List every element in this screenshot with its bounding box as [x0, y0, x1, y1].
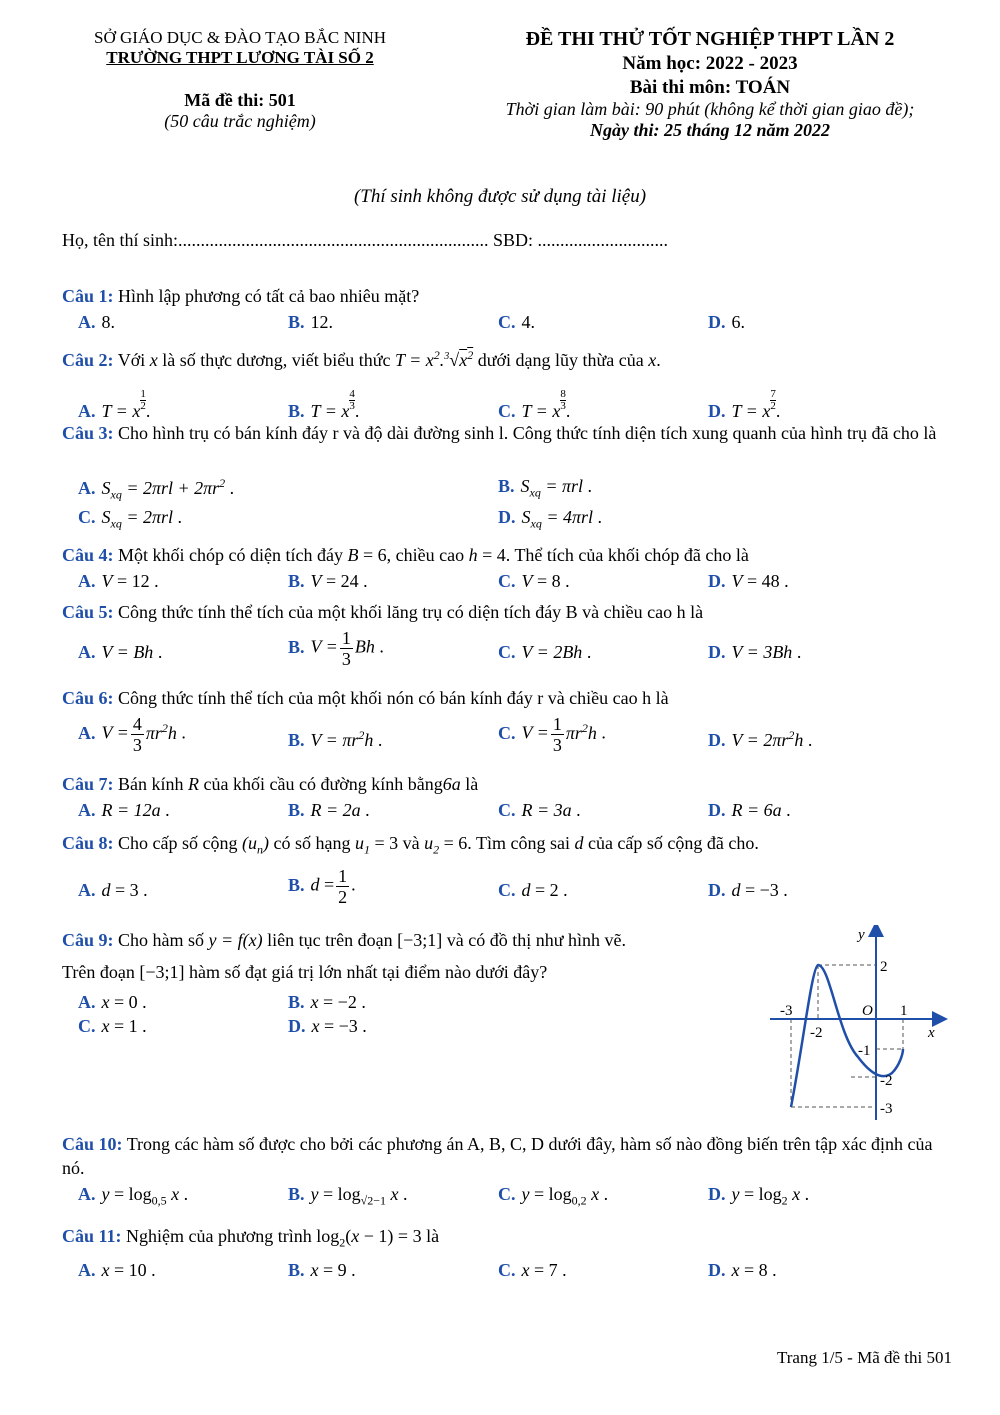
question-3 [62, 421, 952, 445]
q8-option-d[interactable]: D. d = −3 . [708, 880, 788, 900]
q3-label: Câu 3: [62, 423, 114, 443]
q6-label: Câu 6: [62, 688, 114, 708]
school-name: TRƯỜNG THPT LƯƠNG TÀI SỐ 2 [106, 48, 374, 67]
exam-time: Thời gian làm bài: 90 phút (không kể thời gian giao đề); [505, 99, 915, 119]
q8-label: Câu 8: [62, 833, 114, 853]
question-5 [62, 600, 952, 624]
question-11: Câu 11: Nghiệm của phương trình $\log_2(x - 1) = 3$ là [62, 1226, 440, 1250]
question-8: Câu 8: Cho cấp số cộng $(u_n)$ có số hạng $u_1 = 3$ và $u_2 = 6$. Tìm công sai d của cấp số cộng đã cho. [62, 833, 759, 857]
question-1 [62, 284, 952, 308]
q1-text: Hình lập phương có tất cả bao nhiêu mặt? [113, 286, 420, 306]
q11-option-b[interactable]: B. x = 9 . [288, 1260, 356, 1280]
q2-options [78, 383, 958, 419]
q11-option-c[interactable]: C. x = 7 . [498, 1260, 567, 1280]
tick-minus2-y: -2 [880, 1073, 893, 1089]
q3-option-d[interactable]: D. $S_{xq} = 4\pi rl$ . [498, 507, 602, 531]
question-count: (50 câu trắc nghiệm) [164, 111, 316, 131]
q11-option-d[interactable]: D. x = 8 . [708, 1260, 777, 1280]
subject: Bài thi môn: TOÁN [629, 77, 791, 98]
question-7: Câu 7: Bán kính R của khối cầu có đường kính bằng6a là [62, 774, 479, 794]
q2-option-c[interactable]: C. T = x $\frac{8}{3}$ . [498, 388, 571, 421]
q10-option-c[interactable]: C. $y = \log_{0,2} x$ . [498, 1184, 609, 1208]
q6-option-a[interactable]: A. V = $\frac{4}{3}$ $\pi r^2h$ . [78, 714, 186, 755]
q8-option-b[interactable]: B. d = $\frac{1}{2}$ . [288, 866, 356, 907]
q10-text: Trong các hàm số được cho bởi các phương án A, B, C, D dưới đây, hàm số nào đồng biến trên tập xác định của nó. [62, 1134, 933, 1178]
question-9-line2: Trên đoạn [−3;1] hàm số đạt giá trị lớn nhất tại điểm nào dưới đây? [62, 962, 548, 982]
q4-option-d[interactable]: D. V = 48 . [708, 571, 789, 591]
y-axis-label: y [858, 927, 865, 943]
q5-option-b[interactable]: B. V = $\frac{1}{3}$ Bh . [288, 628, 384, 669]
x-axis-label: x [928, 1025, 935, 1041]
q4-label: Câu 4: [62, 545, 114, 565]
q3-text: Cho hình trụ có bán kính đáy r và độ dài đường sinh l. Công thức tính diện tích xung quanh của hình trụ đã cho là [113, 423, 937, 443]
question-2: Câu 2: Với x là số thực dương, viết biểu thức $T = x^2.^3√x^2$ dưới dạng lũy thừa của x. [62, 348, 661, 370]
tick-minus2-x: -2 [810, 1025, 823, 1041]
q2-option-d[interactable]: D. T = x $\frac{7}{2}$ . [708, 388, 781, 421]
q3-options-row2 [78, 507, 958, 537]
q7-option-b[interactable]: B. R = 2a . [288, 800, 370, 820]
q1-options [78, 312, 958, 342]
question-6 [62, 686, 952, 710]
q6-text: Công thức tính thể tích của một khối nón có bán kính đáy r và chiều cao h là [113, 688, 669, 708]
q1-option-d[interactable]: D. 6. [708, 312, 745, 332]
q1-label: Câu 1: [62, 286, 114, 306]
q9-option-c[interactable]: C. x = 1 . [78, 1016, 147, 1036]
q3-option-b[interactable]: B. $S_{xq} = \pi rl$ . [498, 476, 593, 500]
page-footer: Trang 1/5 - Mã đề thi 501 [776, 1348, 952, 1367]
q6-option-b[interactable]: B. $V = \pi r^2h$ . [288, 728, 383, 750]
question-9: Câu 9: Cho hàm số y = f(x) liên tục trên đoạn [−3;1] và có đồ thị như hình vẽ. [62, 930, 626, 950]
q10-option-b[interactable]: B. $y = \log_{√2-1} x$ . [288, 1184, 408, 1208]
tick-minus1: -1 [858, 1043, 871, 1059]
q11-option-a[interactable]: A. x = 10 . [78, 1260, 156, 1280]
q10-options [78, 1184, 958, 1214]
q4-option-b[interactable]: B. V = 24 . [288, 571, 368, 591]
q3-option-c[interactable]: C. $S_{xq} = 2\pi rl$ . [78, 507, 182, 531]
tick-minus3: -3 [780, 1003, 793, 1019]
q3-option-a[interactable]: A. $S_{xq} = 2\pi rl + 2\pi r^2$ . [78, 476, 235, 502]
q8-option-c[interactable]: C. d = 2 . [498, 880, 568, 900]
q6-options [78, 714, 958, 764]
function-graph [770, 925, 950, 1125]
q7-option-d[interactable]: D. R = 6a . [708, 800, 791, 820]
q9-label: Câu 9: [62, 930, 114, 950]
tick-1: 1 [900, 1003, 908, 1019]
q5-option-c[interactable]: C. V = 2Bh . [498, 642, 592, 662]
q9-option-a[interactable]: A. x = 0 . [78, 992, 147, 1012]
q2-option-a[interactable]: A. T = x $\frac{1}{2}$ . [78, 388, 151, 421]
q3-options-row1 [78, 476, 958, 506]
q5-text: Công thức tính thể tích của một khối lăng trụ có diện tích đáy B và chiều cao h là [113, 602, 704, 622]
q7-option-c[interactable]: C. R = 3a . [498, 800, 581, 820]
q10-option-a[interactable]: A. $y = \log_{0,5} x$ . [78, 1184, 189, 1208]
exam-title: ĐỀ THI THỬ TỐT NGHIỆP THPT LẦN 2 [525, 28, 895, 50]
q1-option-b[interactable]: B. 12. [288, 312, 334, 332]
q6-option-d[interactable]: D. $V = 2\pi r^2h$ . [708, 728, 813, 750]
tick-2: 2 [880, 959, 888, 975]
q1-option-a[interactable]: A. 8. [78, 312, 115, 332]
student-line: Họ, tên thí sinh:..................................................................... SBD: ............................. [62, 230, 669, 250]
school-year: Năm học: 2022 - 2023 [622, 53, 798, 74]
exam-code: Mã đề thi: 501 [184, 90, 296, 110]
q5-options [78, 628, 958, 678]
notice: (Thí sinh không được sử dụng tài liệu) [353, 186, 647, 207]
q5-option-a[interactable]: A. V = Bh . [78, 642, 163, 662]
header-right [440, 28, 980, 141]
q4-options [78, 571, 958, 601]
q5-label: Câu 5: [62, 602, 114, 622]
q4-option-c[interactable]: C. V = 8 . [498, 571, 570, 591]
q2-label: Câu 2: [62, 350, 114, 370]
q9-option-b[interactable]: B. x = −2 . [288, 992, 366, 1012]
q2-option-b[interactable]: B. T = x $\frac{4}{3}$ . [288, 388, 360, 421]
q7-label: Câu 7: [62, 774, 114, 794]
q10-label: Câu 10: [62, 1134, 123, 1154]
q4-option-a[interactable]: A. V = 12 . [78, 571, 159, 591]
q8-option-a[interactable]: A. d = 3 . [78, 880, 148, 900]
tick-minus3-y: -3 [880, 1101, 893, 1117]
question-10 [62, 1132, 952, 1180]
header-left [40, 28, 440, 132]
q2-expression: $T = x^2.^3√x^2$ [394, 348, 474, 370]
q11-options [78, 1260, 958, 1290]
q1-option-c[interactable]: C. 4. [498, 312, 535, 332]
q10-option-d[interactable]: D. $y = \log_2 x$ . [708, 1184, 810, 1208]
exam-date: Ngày thi: 25 tháng 12 năm 2022 [589, 120, 831, 140]
q5-option-d[interactable]: D. V = 3Bh . [708, 642, 802, 662]
q9-option-d[interactable]: D. x = −3 . [288, 1016, 367, 1036]
q8-options [78, 866, 958, 916]
q7-option-a[interactable]: A. R = 12a . [78, 800, 170, 820]
dept-name: SỞ GIÁO DỤC & ĐÀO TẠO BẮC NINH [94, 28, 386, 47]
q7-options [78, 800, 958, 830]
question-4: Câu 4: Một khối chóp có diện tích đáy B = 6, chiều cao h = 4. Thể tích của khối chóp đã cho là [62, 545, 749, 565]
q6-option-c[interactable]: C. V = $\frac{1}{3}$ $\pi r^2h$ . [498, 714, 606, 755]
q11-label: Câu 11: [62, 1226, 122, 1246]
origin-label: O [862, 1003, 873, 1019]
